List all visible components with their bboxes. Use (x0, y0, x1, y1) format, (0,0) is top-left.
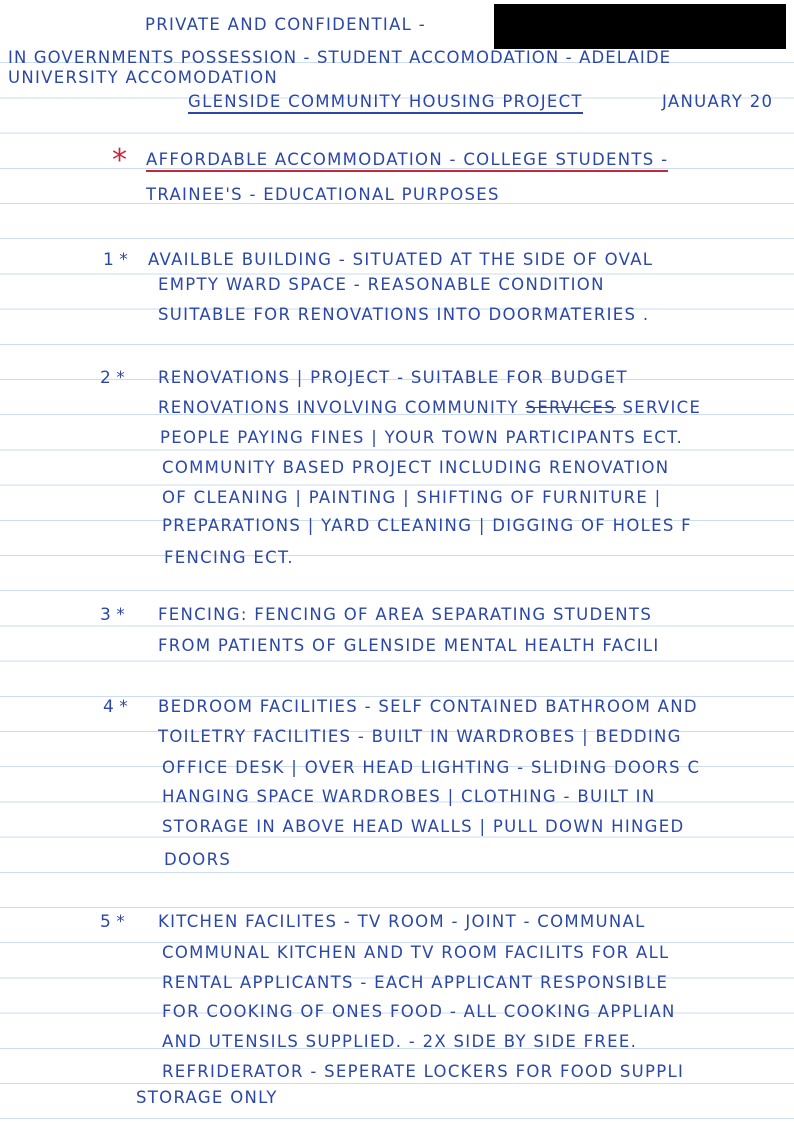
document-date: JANUARY 20 (662, 92, 774, 111)
item-4-line-1: BEDROOM FACILITIES - SELF CONTAINED BATHROOM AND (158, 697, 698, 716)
item-3-line-1: FENCING: FENCING OF AREA SEPARATING STUDENTS (158, 605, 653, 624)
item-2-line-2 (158, 398, 701, 417)
item-2-line-1: RENOVATIONS | PROJECT - SUITABLE FOR BUDGET (158, 368, 628, 387)
project-title: GLENSIDE COMMUNITY HOUSING PROJECT (188, 92, 583, 114)
item-number-2: 2 * (100, 368, 125, 388)
redaction-block (494, 4, 786, 49)
item-2-line-2-text: RENOVATIONS INVOLVING COMMUNITY (158, 398, 519, 417)
item-4-line-3: OFFICE DESK | OVER HEAD LIGHTING - SLIDING DOORS C (162, 758, 701, 777)
crossed-out-word: SERVICES (525, 398, 616, 417)
item-number-4: 4 * (103, 697, 128, 717)
item-5-line-4: FOR COOKING OF ONES FOOD - ALL COOKING APPLIAN (162, 1002, 676, 1021)
item-number-5: 5 * (100, 912, 125, 932)
item-2-line-2-end: SERVICE (622, 398, 702, 417)
item-2-line-4: COMMUNITY BASED PROJECT INCLUDING RENOVATION (162, 458, 670, 477)
intro-line-1: AFFORDABLE ACCOMMODATION - COLLEGE STUDENTS - (146, 150, 668, 172)
intro-line-2: TRAINEE'S - EDUCATIONAL PURPOSES (146, 185, 500, 204)
item-1-line-2: EMPTY WARD SPACE - REASONABLE CONDITION (158, 275, 605, 294)
item-5-line-2: COMMUNAL KITCHEN AND TV ROOM FACILITS FOR ALL (162, 943, 670, 962)
asterisk-icon: * (112, 143, 127, 178)
item-5-line-1-end: ROOM - JOINT - COMMUNAL (388, 912, 646, 931)
item-5-line-5: AND UTENSILS SUPPLIED. - 2X SIDE BY SIDE FREE. (162, 1032, 638, 1051)
item-2-line-5: OF CLEANING | PAINTING | SHIFTING OF FURNITURE | (162, 488, 662, 507)
confidential-heading: PRIVATE AND CONFIDENTIAL - (145, 15, 426, 34)
item-5-line-3: RENTAL APPLICANTS - EACH APPLICANT RESPONSIBLE (162, 973, 669, 992)
item-4-line-4: HANGING SPACE WARDROBES | CLOTHING - BUILT IN (162, 787, 656, 806)
item-3-line-2: FROM PATIENTS OF GLENSIDE MENTAL HEALTH FACILI (158, 636, 660, 655)
item-5-line-6: REFRIDERATOR - SEPERATE LOCKERS FOR FOOD SUPPLI (162, 1062, 685, 1081)
item-2-line-7: FENCING ECT. (164, 548, 294, 567)
item-4-line-5: STORAGE IN ABOVE HEAD WALLS | PULL DOWN HINGED (162, 817, 685, 836)
item-4-line-6: DOORS (164, 850, 232, 869)
item-1-line-1: AVAILBLE BUILDING - SITUATED AT THE SIDE OF OVAL (148, 250, 654, 269)
item-4-line-2: TOILETRY FACILITIES - BUILT IN WARDROBES | BEDDING (158, 727, 682, 746)
university-line: UNIVERSITY ACCOMODATION (8, 68, 279, 87)
item-1-line-3: SUITABLE FOR RENOVATIONS INTO DOORMATERIES . (158, 305, 650, 324)
item-number-1: 1 * (103, 250, 128, 270)
item-5-line-1-start: KITCHEN FACILITES - TV (158, 912, 382, 931)
item-5-line-7: STORAGE ONLY (136, 1088, 278, 1107)
item-5-line-1 (158, 912, 646, 931)
item-2-line-3: PEOPLE PAYING FINES | YOUR TOWN PARTICIPANTS ECT. (160, 428, 684, 447)
item-2-line-6: PREPARATIONS | YARD CLEANING | DIGGING OF HOLES F (162, 516, 692, 535)
possession-line: IN GOVERNMENTS POSSESSION - STUDENT ACCOMODATION - ADELAIDE (8, 48, 672, 67)
item-number-3: 3 * (100, 605, 125, 625)
